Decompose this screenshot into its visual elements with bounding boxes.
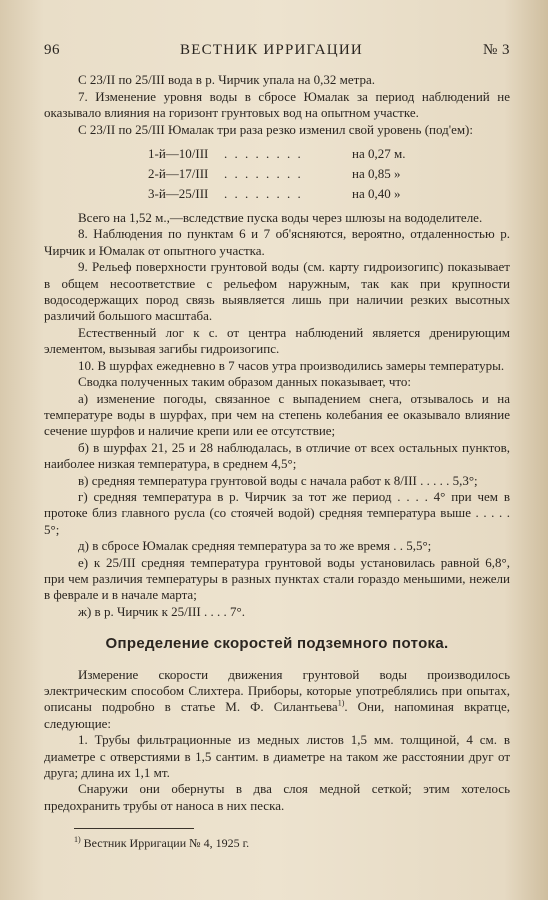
paragraph: 7. Изменение уровня воды в сбросе Юмалак за период наблюдений не оказывало влияния на горизонт грунтовых вод на опытном участке. bbox=[44, 88, 510, 121]
paragraph: 10. В шурфах ежедневно в 7 часов утра производились замеры температуры. bbox=[78, 357, 505, 373]
list-item: 1. Трубы фильтрационные из медных листов 1,5 мм. толщиной, 4 см. в диаметре с отверстиями в 1,5 сантим. в диаметре на таком же расстоянии друг от друга; длина их 1,1 мт. bbox=[44, 732, 510, 781]
paragraph: Всего на 1,52 м.,—вследствие пуска воды через шлюзы на вододелителе. bbox=[78, 210, 483, 226]
footnote-divider bbox=[74, 828, 194, 829]
paragraph: Естественный лог к с. от центра наблюдений является дренирующим элементом, вызывая загибы гидроизогипс. bbox=[44, 324, 510, 357]
rise-value: на 0,40 » bbox=[352, 186, 401, 202]
rise-value: на 0,27 м. bbox=[352, 146, 406, 162]
paragraph: 9. Рельеф поверхности грунтовой воды (см. карту гидроизогипс) показывает в общем несоответствие с рельефом наружным, так как при крупности водосодержащих пород связь выявляется лишь при наличии резких высотных различий большого масштаба. bbox=[44, 259, 510, 324]
rise-label: 1-й—10/III bbox=[148, 146, 209, 162]
paragraph: Снаружи они обернуты в два слоя медной сеткой; этим хотелось предохранить трубы от наноса в них песка. bbox=[44, 781, 510, 813]
footnote-text: Вестник Ирригации № 4, 1925 г. bbox=[80, 836, 250, 851]
table-row bbox=[148, 144, 448, 164]
table-row bbox=[148, 184, 448, 204]
rise-label: 2-й—17/III bbox=[148, 166, 209, 182]
rise-label: 3-й—25/III bbox=[148, 186, 209, 202]
leader-dots: . . . . . . . . bbox=[224, 166, 303, 182]
list-item: д) в сбросе Юмалак средняя температура за то же время . . 5,5°; bbox=[78, 538, 432, 554]
paragraph-text: Измерение скорости движения грунтовой воды производилось электрическим способом Слихтера. Приборы, которые употреблялись при опытах, описаны подробно в статье М. Ф. Силантьева bbox=[44, 666, 510, 715]
footnote-marker: 1) bbox=[74, 835, 81, 845]
footnote bbox=[44, 835, 510, 851]
footnote-reference: 1) bbox=[337, 699, 345, 709]
leader-dots: . . . . . . . . bbox=[224, 186, 303, 202]
issue-number: № 3 bbox=[482, 42, 510, 58]
paragraph: С 23/II по 25/III вода в р. Чирчик упала на 0,32 метра. bbox=[78, 72, 376, 88]
list-item: г) средняя температура в р. Чирчик за тот же период . . . . 4° при чем в протоке близ главного русла (со стоячей водой) средняя температура выше . . . . . 5°; bbox=[44, 488, 510, 537]
list-item: е) к 25/III средняя температура грунтовой воды установилась равной 6,8°, при чем различия температуры в разных пунктах стали гораздо меньшими, нежели в феврале и в начале марта; bbox=[44, 554, 510, 603]
list-item: в) средняя температура грунтовой воды с начала работ к 8/III . . . . . 5,3°; bbox=[78, 472, 478, 488]
table-row bbox=[148, 164, 448, 184]
paragraph: С 23/II по 25/III Юмалак три раза резко изменил свой уровень (под'ем): bbox=[78, 121, 474, 137]
rise-value: на 0,85 » bbox=[352, 166, 401, 182]
paragraph: 8. Наблюдения по пунктам 6 и 7 об'ясняются, вероятно, отдаленностью р. Чирчик и Юмалак от опытного участка. bbox=[44, 226, 510, 258]
list-item: б) в шурфах 21, 25 и 28 наблюдалась, в отличие от всех остальных пунктов, наиболее низкая температура, в среднем 4,5°; bbox=[44, 439, 510, 472]
section-heading: Определение скоростей подземного потока. bbox=[105, 635, 449, 653]
running-header bbox=[44, 42, 510, 58]
journal-title: ВЕСТНИК ИРРИГАЦИИ bbox=[180, 42, 363, 58]
paragraph bbox=[44, 667, 510, 733]
list-item: ж) в р. Чирчик к 25/III . . . . 7°. bbox=[78, 603, 245, 619]
paragraph-text: . Они, напоминая вкратце, следующие: bbox=[44, 699, 510, 731]
level-rise-table bbox=[148, 144, 448, 204]
page-number: 96 bbox=[44, 42, 60, 58]
leader-dots: . . . . . . . . bbox=[224, 146, 303, 162]
list-item: а) изменение погоды, связанное с выпадением снега, отзывалось и на температуре воды в шурфах, при чем на степень колебания ее оказывало влияние сечение шурфов и наличие крепи или ее отсутствие; bbox=[44, 390, 510, 439]
paragraph: Сводка полученных таким образом данных показывает, что: bbox=[78, 374, 411, 390]
